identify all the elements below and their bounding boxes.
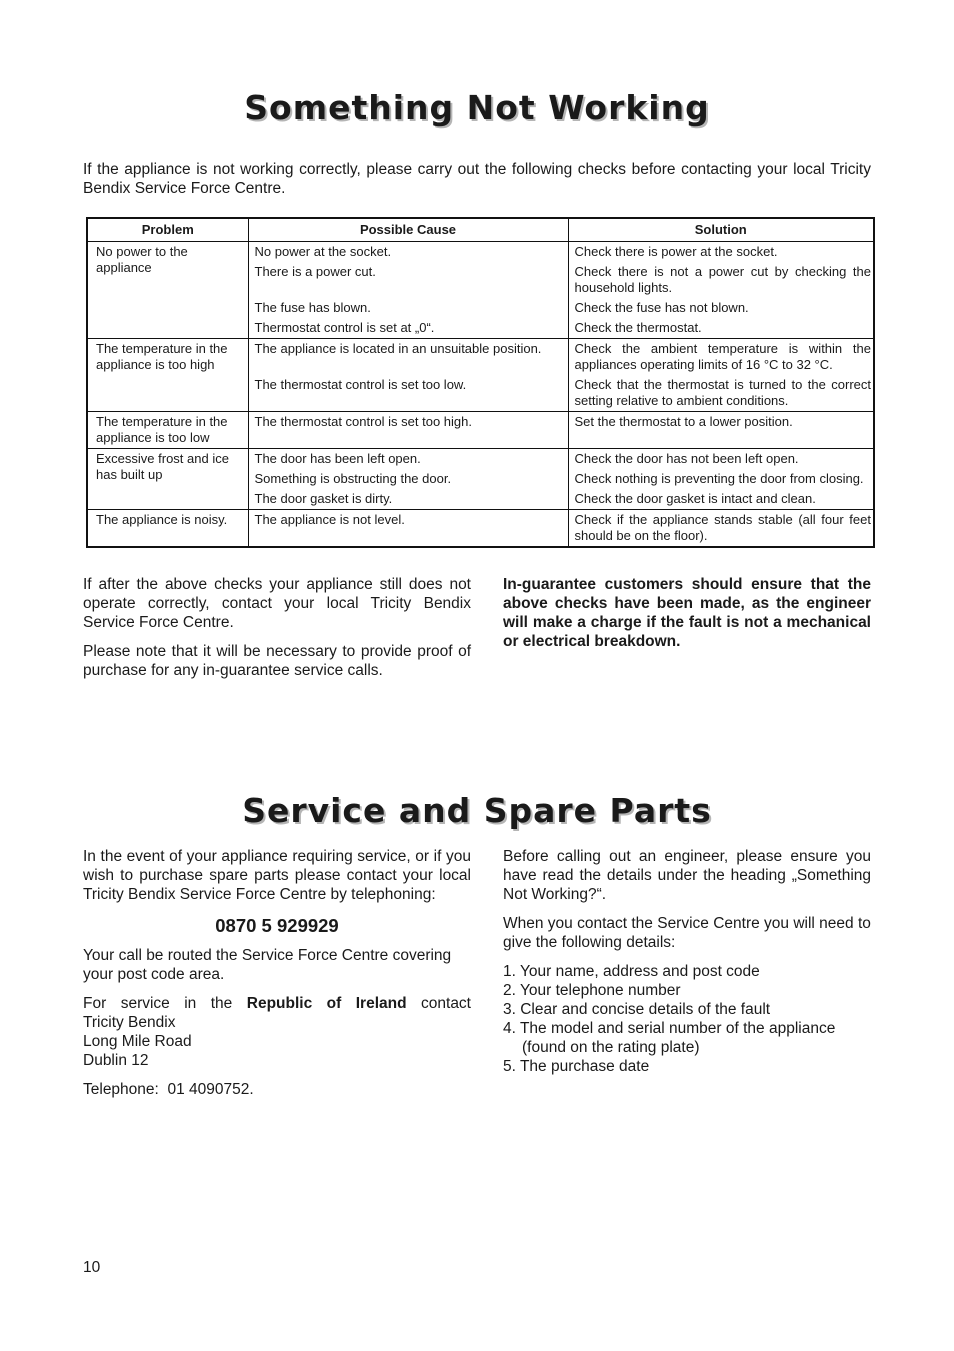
address-line: Tricity Bendix	[83, 1014, 176, 1031]
table-row	[87, 339, 874, 412]
service-right-column	[503, 847, 871, 1076]
list-item: 5. The purchase date	[503, 1058, 650, 1075]
after-checks-paragraph: If after the above checks your appliance still does not operate correctly, contact your local Tricity Bendix Service Force Centre.	[83, 576, 471, 631]
list-item: 1. Your name, address and post code	[503, 963, 760, 980]
before-calling-paragraph: Before calling out an engineer, please ensure you have read the details under the heading „Something Not Working?“.	[503, 848, 871, 903]
service-phone-number: 0870 5 929929	[215, 915, 339, 936]
cause-cell	[248, 339, 568, 412]
solution-cell	[568, 449, 874, 510]
solution-text: Check nothing is preventing the door from closing.	[574, 471, 864, 486]
header-possible-cause: Possible Cause	[248, 218, 568, 242]
table-row	[87, 449, 874, 510]
address-line: Long Mile Road	[83, 1033, 192, 1050]
solution-text: Set the thermostat to a lower position.	[574, 414, 793, 429]
details-list	[503, 962, 871, 1076]
problem-cell	[87, 242, 248, 339]
ireland-telephone: Telephone: 01 4090752.	[83, 1081, 254, 1098]
solution-cell	[568, 510, 874, 548]
problem-cell	[87, 510, 248, 548]
solution-text: Check the door has not been left open.	[574, 451, 799, 466]
table-header-row	[87, 218, 874, 242]
header-problem: Problem	[87, 218, 248, 242]
solution-text: Check the thermostat.	[574, 320, 702, 335]
solution-text: Check there is not a power cut by checking the household lights.	[574, 264, 871, 295]
list-item: 2. Your telephone number	[503, 982, 681, 999]
ireland-country: Republic of Ireland	[246, 995, 407, 1012]
section-title-service-and-spare-parts: Service and Spare Parts	[242, 791, 712, 830]
list-item: 3. Clear and concise details of the fault	[503, 1001, 771, 1018]
cause-text: Thermostat control is set at „0“.	[254, 320, 435, 335]
service-intro-paragraph: In the event of your appliance requiring service, or if you wish to purchase spare parts please contact your local Tricity Bendix Service Force Centre by telephoning:	[83, 848, 471, 903]
problem-text: The appliance is noisy.	[96, 512, 228, 527]
cause-text: Something is obstructing the door.	[254, 471, 452, 486]
service-left-column	[83, 847, 471, 1109]
cause-cell	[248, 242, 568, 339]
solution-text: Check if the appliance stands stable (all four feet should be on the floor).	[574, 512, 871, 543]
solution-text: Check the door gasket is intact and clean.	[574, 491, 816, 506]
problem-cell	[87, 412, 248, 449]
cause-text: The appliance is located in an unsuitable position.	[254, 341, 542, 356]
cause-text: There is a power cut.	[254, 264, 376, 279]
troubleshooting-table	[86, 217, 875, 548]
solution-cell	[568, 242, 874, 339]
problem-cell	[87, 449, 248, 510]
cause-text: The door has been left open.	[254, 451, 421, 466]
cause-text: The thermostat control is set too high.	[254, 414, 472, 429]
problem-cell	[87, 339, 248, 412]
table-row	[87, 412, 874, 449]
address-line: Dublin 12	[83, 1052, 149, 1069]
ireland-suffix: contact	[421, 995, 471, 1012]
page-number: 10	[83, 1259, 101, 1276]
after-checks-left	[83, 575, 471, 690]
problem-text: No power to the appliance	[96, 244, 188, 275]
solution-text: Check there is power at the socket.	[574, 244, 778, 259]
cause-text: The thermostat control is set too low.	[254, 377, 467, 392]
proof-of-purchase-paragraph: Please note that it will be necessary to provide proof of purchase for any in-guarantee service calls.	[83, 643, 471, 679]
solution-text: Check the ambient temperature is within the appliances operating limits of 16 °C to 32 °C.	[574, 341, 871, 372]
problem-text: Excessive frost and ice has built up	[96, 451, 229, 482]
solution-cell	[568, 339, 874, 412]
cause-text: The fuse has blown.	[254, 300, 371, 315]
contact-details-paragraph: When you contact the Service Centre you will need to give the following details:	[503, 915, 871, 951]
cause-text: The door gasket is dirty.	[254, 491, 393, 506]
cause-text: No power at the socket.	[254, 244, 392, 259]
ireland-contact	[83, 994, 471, 1070]
list-item: 4. The model and serial number of the appliance (found on the rating plate)	[503, 1020, 836, 1056]
cause-cell	[248, 510, 568, 548]
solution-text: Check the fuse has not blown.	[574, 300, 749, 315]
problem-text: The temperature in the appliance is too high	[96, 341, 228, 372]
cause-text: The appliance is not level.	[254, 512, 405, 527]
intro-paragraph: If the appliance is not working correctly, please carry out the following checks before contacting your local Tricity Bendix Service Force Centre.	[83, 161, 871, 197]
table-row	[87, 510, 874, 548]
ireland-prefix: For service in the	[83, 995, 233, 1012]
routing-paragraph: Your call be routed the Service Force Centre covering your post code area.	[83, 947, 452, 983]
header-solution: Solution	[568, 218, 874, 242]
table-row	[87, 242, 874, 339]
problem-text: The temperature in the appliance is too low	[96, 414, 228, 445]
cause-cell	[248, 449, 568, 510]
section-title-something-not-working: Something Not Working	[244, 88, 710, 127]
solution-cell	[568, 412, 874, 449]
cause-cell	[248, 412, 568, 449]
guarantee-warning: In-guarantee customers should ensure that the above checks have been made, as the engineer will make a charge if the fault is not a mechanical or electrical breakdown.	[503, 576, 871, 650]
solution-text: Check that the thermostat is turned to the correct setting relative to ambient conditions.	[574, 377, 871, 408]
